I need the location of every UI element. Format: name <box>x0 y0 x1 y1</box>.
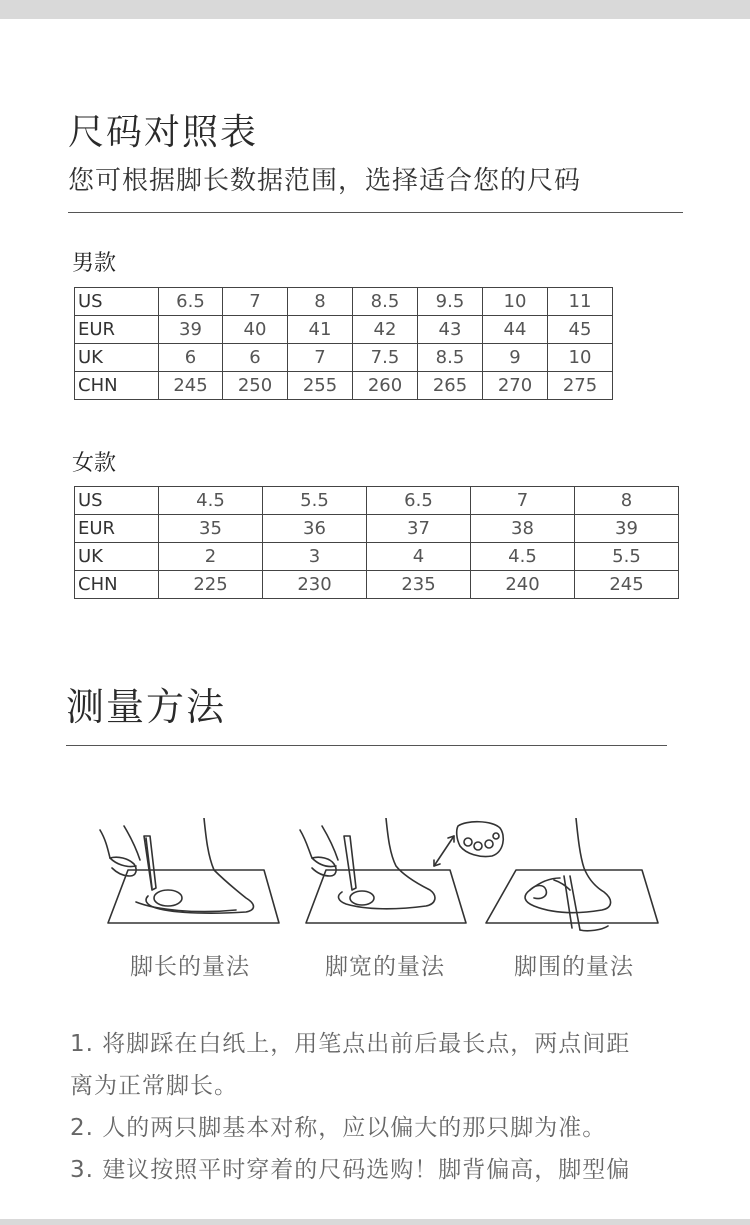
size-cell: 7 <box>471 487 575 515</box>
table-row <box>75 571 679 599</box>
size-cell: 41 <box>288 316 353 344</box>
size-system-label: CHN <box>75 372 159 400</box>
top-band <box>0 0 750 19</box>
size-cell: 6.5 <box>159 288 223 316</box>
foot-girth-illustration-icon <box>484 818 664 933</box>
size-cell: 4.5 <box>471 543 575 571</box>
women-size-table <box>74 486 679 599</box>
size-system-label: EUR <box>75 515 159 543</box>
size-cell: 245 <box>159 372 223 400</box>
table-row <box>75 487 679 515</box>
table-row <box>75 543 679 571</box>
size-cell: 9.5 <box>418 288 483 316</box>
size-cell: 39 <box>159 316 223 344</box>
size-cell: 7 <box>288 344 353 372</box>
size-cell: 44 <box>483 316 548 344</box>
size-cell: 10 <box>483 288 548 316</box>
foot-width-caption: 脚宽的量法 <box>325 954 445 980</box>
size-cell: 36 <box>263 515 367 543</box>
size-system-label: UK <box>75 543 159 571</box>
size-cell: 45 <box>548 316 613 344</box>
size-cell: 240 <box>471 571 575 599</box>
table-row <box>75 372 613 400</box>
size-cell: 230 <box>263 571 367 599</box>
size-cell: 38 <box>471 515 575 543</box>
instruction-line-2: 离为正常脚长。 <box>70 1073 238 1099</box>
women-section-label: 女款 <box>72 451 117 476</box>
size-cell: 260 <box>353 372 418 400</box>
size-cell: 11 <box>548 288 613 316</box>
size-cell: 6 <box>223 344 288 372</box>
size-cell: 265 <box>418 372 483 400</box>
size-cell: 250 <box>223 372 288 400</box>
size-system-label: CHN <box>75 571 159 599</box>
size-cell: 8 <box>288 288 353 316</box>
size-system-label: UK <box>75 344 159 372</box>
size-cell: 7 <box>223 288 288 316</box>
instruction-line-3: 2. 人的两只脚基本对称，应以偏大的那只脚为准。 <box>70 1115 607 1141</box>
size-cell: 8 <box>575 487 679 515</box>
size-system-label: EUR <box>75 316 159 344</box>
foot-length-caption: 脚长的量法 <box>130 954 250 980</box>
size-cell: 6.5 <box>367 487 471 515</box>
size-cell: 39 <box>575 515 679 543</box>
size-cell: 2 <box>159 543 263 571</box>
size-cell: 8.5 <box>418 344 483 372</box>
table-row <box>75 288 613 316</box>
size-cell: 255 <box>288 372 353 400</box>
size-cell: 4.5 <box>159 487 263 515</box>
size-chart-title: 尺码对照表 <box>68 112 259 153</box>
foot-girth-caption: 脚围的量法 <box>514 954 634 980</box>
measure-divider <box>66 745 667 746</box>
size-cell: 35 <box>159 515 263 543</box>
size-cell: 42 <box>353 316 418 344</box>
size-cell: 5.5 <box>263 487 367 515</box>
size-cell: 275 <box>548 372 613 400</box>
size-cell: 40 <box>223 316 288 344</box>
size-chart-subtitle: 您可根据脚长数据范围，选择适合您的尺码 <box>68 166 582 196</box>
table-row <box>75 515 679 543</box>
size-cell: 4 <box>367 543 471 571</box>
size-cell: 235 <box>367 571 471 599</box>
foot-length-illustration-icon <box>96 818 286 928</box>
men-section-label: 男款 <box>72 251 117 276</box>
size-cell: 9 <box>483 344 548 372</box>
size-cell: 225 <box>159 571 263 599</box>
size-cell: 37 <box>367 515 471 543</box>
title-divider <box>68 212 683 213</box>
size-cell: 245 <box>575 571 679 599</box>
table-row <box>75 344 613 372</box>
size-cell: 3 <box>263 543 367 571</box>
size-cell: 5.5 <box>575 543 679 571</box>
instruction-line-1: 1. 将脚踩在白纸上，用笔点出前后最长点，两点间距 <box>70 1031 631 1057</box>
size-system-label: US <box>75 487 159 515</box>
size-cell: 10 <box>548 344 613 372</box>
size-cell: 8.5 <box>353 288 418 316</box>
size-cell: 7.5 <box>353 344 418 372</box>
measure-title: 测量方法 <box>66 685 227 729</box>
size-system-label: US <box>75 288 159 316</box>
men-size-table <box>74 287 613 400</box>
bottom-band <box>0 1219 750 1225</box>
size-cell: 6 <box>159 344 223 372</box>
foot-width-illustration-icon <box>296 818 506 928</box>
size-cell: 43 <box>418 316 483 344</box>
size-cell: 270 <box>483 372 548 400</box>
instruction-line-4: 3. 建议按照平时穿着的尺码选购！脚背偏高，脚型偏 <box>70 1157 631 1183</box>
table-row <box>75 316 613 344</box>
